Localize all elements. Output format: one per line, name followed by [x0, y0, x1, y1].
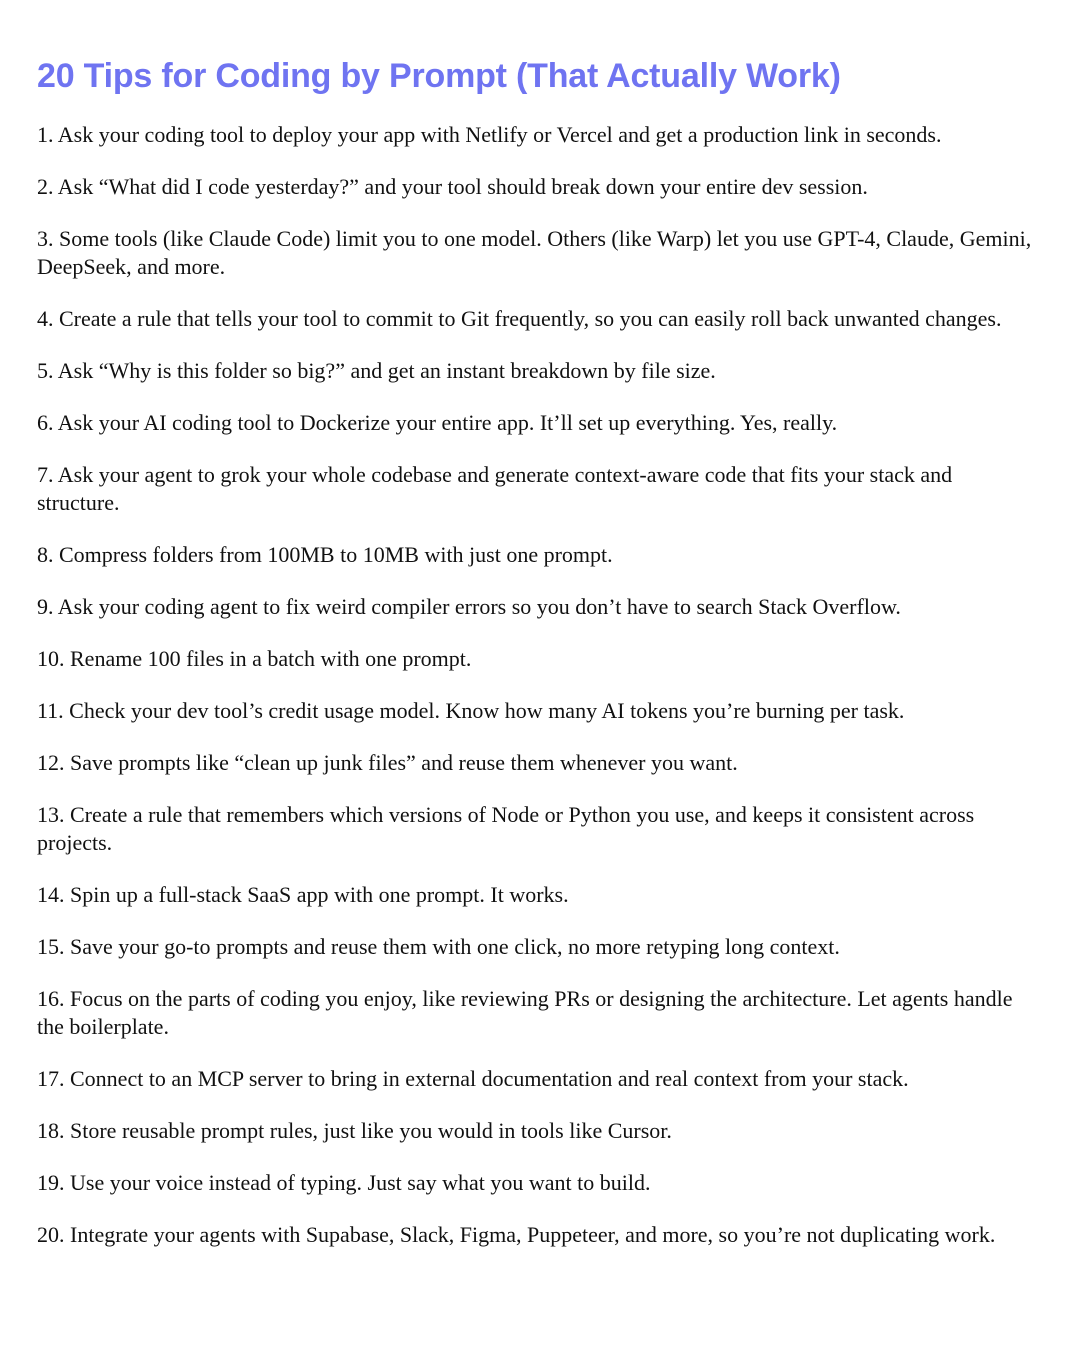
tip-item-5: 5. Ask “Why is this folder so big?” and get an instant breakdown by file size.: [37, 358, 716, 383]
page-title: 20 Tips for Coding by Prompt (That Actually Work): [37, 57, 841, 95]
tip-item-14: 14. Spin up a full-stack SaaS app with one prompt. It works.: [37, 882, 569, 907]
tip-item-3: 3. Some tools (like Claude Code) limit you to one model. Others (like Warp) let you use GPT-4, Claude, Gemini, DeepSeek, and more.: [37, 226, 1032, 279]
tip-item-2: 2. Ask “What did I code yesterday?” and your tool should break down your entire dev session.: [37, 174, 868, 199]
tip-item-1: 1. Ask your coding tool to deploy your app with Netlify or Vercel and get a production link in seconds.: [37, 122, 942, 147]
tip-item-17: 17. Connect to an MCP server to bring in external documentation and real context from your stack.: [37, 1066, 909, 1091]
tip-item-15: 15. Save your go-to prompts and reuse them with one click, no more retyping long context.: [37, 934, 840, 959]
tip-item-8: 8. Compress folders from 100MB to 10MB with just one prompt.: [37, 542, 613, 567]
tip-item-16: 16. Focus on the parts of coding you enjoy, like reviewing PRs or designing the architecture. Let agents handle the boilerplate.: [37, 986, 1013, 1039]
tip-item-20: 20. Integrate your agents with Supabase, Slack, Figma, Puppeteer, and more, so you’re not duplicating work.: [37, 1222, 996, 1247]
tips-list: [37, 121, 1037, 1273]
tip-item-7: 7. Ask your agent to grok your whole codebase and generate context-aware code that fits your stack and structure.: [37, 462, 953, 515]
tip-item-12: 12. Save prompts like “clean up junk files” and reuse them whenever you want.: [37, 750, 738, 775]
tip-item-13: 13. Create a rule that remembers which versions of Node or Python you use, and keeps it consistent across projects.: [37, 802, 975, 855]
tip-item-19: 19. Use your voice instead of typing. Just say what you want to build.: [37, 1170, 651, 1195]
tip-item-9: 9. Ask your coding agent to fix weird compiler errors so you don’t have to search Stack Overflow.: [37, 594, 901, 619]
tip-item-18: 18. Store reusable prompt rules, just like you would in tools like Cursor.: [37, 1118, 672, 1143]
tip-item-11: 11. Check your dev tool’s credit usage model. Know how many AI tokens you’re burning per task.: [37, 698, 905, 723]
tip-item-10: 10. Rename 100 files in a batch with one prompt.: [37, 646, 472, 671]
tip-item-6: 6. Ask your AI coding tool to Dockerize your entire app. It’ll set up everything. Yes, really.: [37, 410, 838, 435]
tip-item-4: 4. Create a rule that tells your tool to commit to Git frequently, so you can easily roll back unwanted changes.: [37, 306, 1002, 331]
